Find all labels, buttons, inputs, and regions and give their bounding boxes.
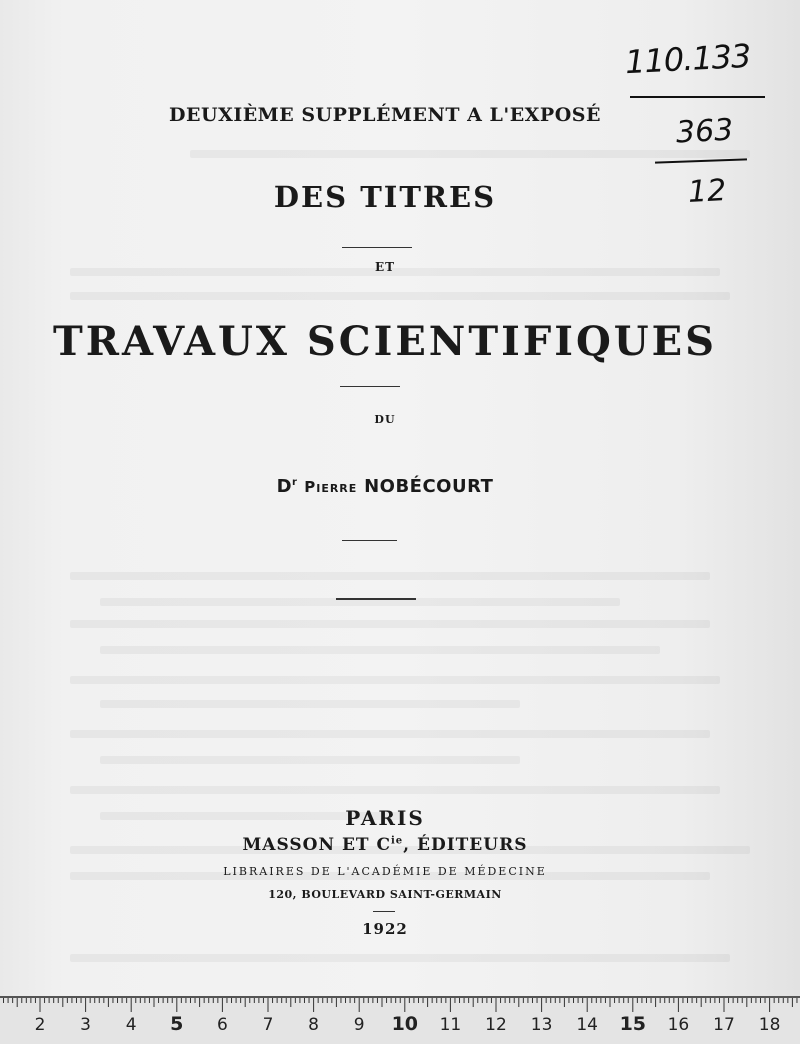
author-name — [0, 476, 770, 497]
ruler-number: 10 — [391, 1013, 419, 1035]
bleed-through — [70, 292, 730, 300]
publisher-sup: ie — [391, 835, 404, 847]
ruler-number: 8 — [308, 1015, 320, 1035]
ruler-number: 15 — [619, 1013, 647, 1035]
ruler-number: 13 — [530, 1015, 553, 1035]
publisher-suffix: , ÉDITEURS — [403, 835, 528, 855]
divider — [336, 598, 416, 600]
bleed-through — [70, 786, 720, 794]
author-title-sup: r — [292, 477, 298, 488]
ruler-number: 17 — [713, 1015, 735, 1035]
ruler-number: 7 — [262, 1015, 274, 1035]
ruler-number: 3 — [80, 1015, 92, 1035]
bleed-through — [70, 620, 710, 628]
divider — [342, 247, 412, 248]
ruler-number: 5 — [170, 1013, 184, 1035]
imprint-subtitle: LIBRAIRES DE L'ACADÉMIE DE MÉDECINE — [223, 865, 547, 878]
author-first-name: Pierre — [304, 478, 358, 496]
shelfmark-middle: 363 — [675, 112, 735, 151]
ruler-number: 18 — [758, 1015, 781, 1035]
shelfmark-line — [630, 96, 765, 98]
imprint-year: 1922 — [362, 920, 408, 938]
ruler-number: 14 — [576, 1015, 599, 1035]
shelfmark-top: 110.133 — [624, 36, 752, 82]
publisher-name: MASSON ET C — [242, 835, 391, 855]
title-line-1: DEUXIÈME SUPPLÉMENT A L'EXPOSÉ — [169, 104, 601, 126]
bleed-through — [70, 954, 730, 962]
divider — [373, 911, 395, 912]
ruler-number: 16 — [667, 1015, 690, 1035]
bleed-through — [100, 700, 520, 708]
ruler-number: 2 — [34, 1015, 46, 1035]
imprint-address: 120, BOULEVARD SAINT-GERMAIN — [268, 888, 502, 901]
title-conjunction: ET — [374, 260, 396, 274]
author-title: D — [276, 476, 293, 497]
shelfmark-line — [655, 158, 747, 163]
imprint-publisher — [0, 835, 770, 855]
measurement-ruler — [0, 996, 800, 1044]
divider — [340, 386, 400, 387]
ruler-number: 11 — [439, 1015, 462, 1035]
title-line-2: DES TITRES — [273, 180, 497, 214]
ruler-number: 12 — [485, 1015, 507, 1035]
bleed-through — [190, 150, 750, 158]
ruler-number: 9 — [353, 1015, 365, 1035]
bleed-through — [70, 676, 720, 684]
bleed-through — [70, 730, 710, 738]
imprint-city: PARIS — [345, 806, 425, 830]
main-title: TRAVAUX SCIENTIFIQUES — [52, 318, 718, 365]
ruler-number: 4 — [125, 1015, 137, 1035]
bleed-through — [70, 572, 710, 580]
title-preposition: DU — [374, 413, 396, 426]
shelfmark-bottom: 12 — [687, 173, 728, 210]
divider — [342, 540, 397, 541]
author-last-name: NOBÉCOURT — [364, 476, 494, 497]
bleed-through — [100, 646, 660, 654]
bleed-through — [100, 756, 520, 764]
ruler-number: 6 — [216, 1015, 228, 1035]
